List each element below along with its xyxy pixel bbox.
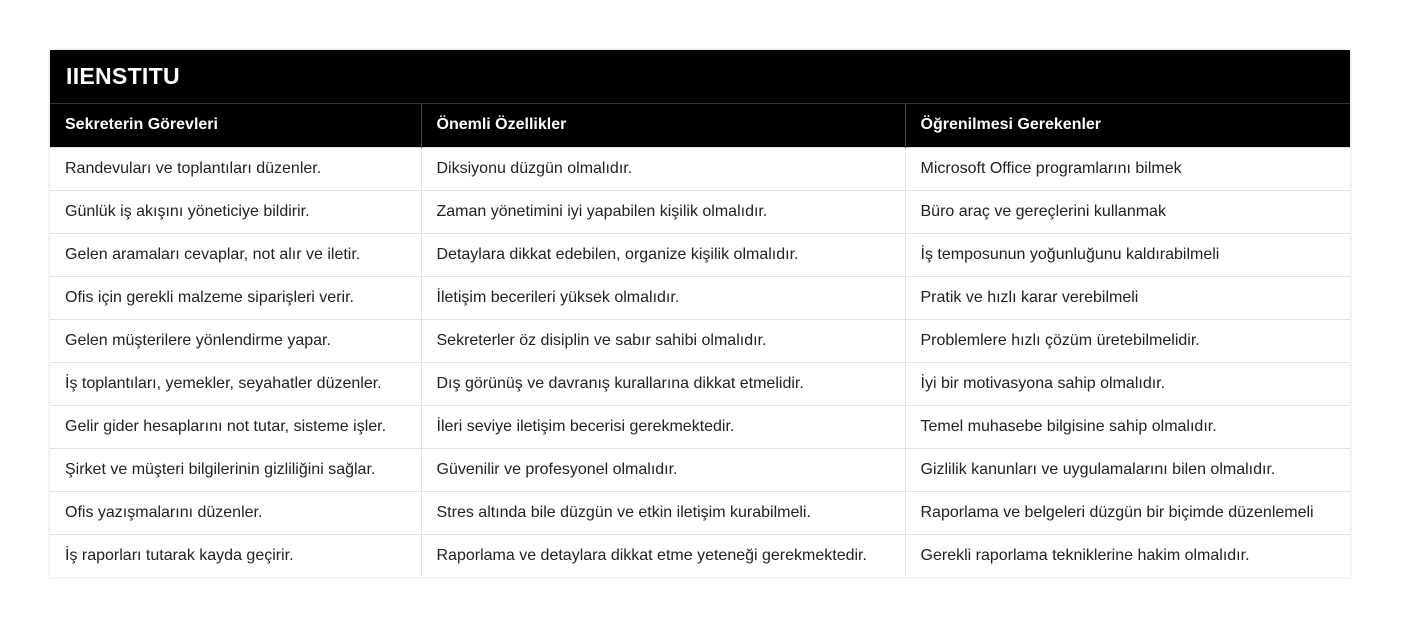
table-cell: Şirket ve müşteri bilgilerinin gizliliğini sağlar. bbox=[50, 448, 421, 491]
table-cell: Randevuları ve toplantıları düzenler. bbox=[50, 147, 421, 190]
table-cell: Ofis yazışmalarını düzenler. bbox=[50, 491, 421, 534]
table-cell: Stres altında bile düzgün ve etkin iletişim kurabilmeli. bbox=[421, 491, 905, 534]
table-cell: Güvenilir ve profesyonel olmalıdır. bbox=[421, 448, 905, 491]
table-row bbox=[50, 190, 1350, 233]
table-row bbox=[50, 448, 1350, 491]
duties-table bbox=[50, 104, 1350, 577]
table-cell: İletişim becerileri yüksek olmalıdır. bbox=[421, 276, 905, 319]
table-row bbox=[50, 405, 1350, 448]
table-cell: Gerekli raporlama tekniklerine hakim olmalıdır. bbox=[905, 534, 1350, 577]
table-header bbox=[50, 104, 1350, 147]
column-header-to-learn: Öğrenilmesi Gerekenler bbox=[905, 104, 1350, 147]
table-cell: Dış görünüş ve davranış kurallarına dikkat etmelidir. bbox=[421, 362, 905, 405]
table-cell: Gelir gider hesaplarını not tutar, sisteme işler. bbox=[50, 405, 421, 448]
table-cell: Sekreterler öz disiplin ve sabır sahibi olmalıdır. bbox=[421, 319, 905, 362]
table-cell: Ofis için gerekli malzeme siparişleri verir. bbox=[50, 276, 421, 319]
table-row bbox=[50, 276, 1350, 319]
table-cell: Zaman yönetimini iyi yapabilen kişilik olmalıdır. bbox=[421, 190, 905, 233]
column-header-duties: Sekreterin Görevleri bbox=[50, 104, 421, 147]
brand-header bbox=[50, 50, 1350, 104]
table-cell: Günlük iş akışını yöneticiye bildirir. bbox=[50, 190, 421, 233]
column-header-qualities: Önemli Özellikler bbox=[421, 104, 905, 147]
table-row bbox=[50, 319, 1350, 362]
table-row bbox=[50, 491, 1350, 534]
table-cell: Gelen aramaları cevaplar, not alır ve iletir. bbox=[50, 233, 421, 276]
table-cell: Detaylara dikkat edebilen, organize kişilik olmalıdır. bbox=[421, 233, 905, 276]
table-cell: Temel muhasebe bilgisine sahip olmalıdır. bbox=[905, 405, 1350, 448]
brand-title: IIENSTITU bbox=[66, 63, 180, 89]
table-cell: Problemlere hızlı çözüm üretebilmelidir. bbox=[905, 319, 1350, 362]
table-cell: Raporlama ve detaylara dikkat etme yeteneği gerekmektedir. bbox=[421, 534, 905, 577]
table-row bbox=[50, 362, 1350, 405]
table-cell: İleri seviye iletişim becerisi gerekmektedir. bbox=[421, 405, 905, 448]
table-cell: İş toplantıları, yemekler, seyahatler düzenler. bbox=[50, 362, 421, 405]
table-cell: Büro araç ve gereçlerini kullanmak bbox=[905, 190, 1350, 233]
duties-table-container bbox=[50, 50, 1350, 577]
table-cell: Gelen müşterilere yönlendirme yapar. bbox=[50, 319, 421, 362]
table-body bbox=[50, 147, 1350, 577]
table-row bbox=[50, 534, 1350, 577]
header-row bbox=[50, 104, 1350, 147]
table-cell: İş temposunun yoğunluğunu kaldırabilmeli bbox=[905, 233, 1350, 276]
table-cell: Diksiyonu düzgün olmalıdır. bbox=[421, 147, 905, 190]
table-cell: Microsoft Office programlarını bilmek bbox=[905, 147, 1350, 190]
table-cell: İyi bir motivasyona sahip olmalıdır. bbox=[905, 362, 1350, 405]
table-cell: Raporlama ve belgeleri düzgün bir biçimde düzenlemeli bbox=[905, 491, 1350, 534]
table-row bbox=[50, 233, 1350, 276]
table-cell: İş raporları tutarak kayda geçirir. bbox=[50, 534, 421, 577]
table-cell: Gizlilik kanunları ve uygulamalarını bilen olmalıdır. bbox=[905, 448, 1350, 491]
table-cell: Pratik ve hızlı karar verebilmeli bbox=[905, 276, 1350, 319]
table-row bbox=[50, 147, 1350, 190]
